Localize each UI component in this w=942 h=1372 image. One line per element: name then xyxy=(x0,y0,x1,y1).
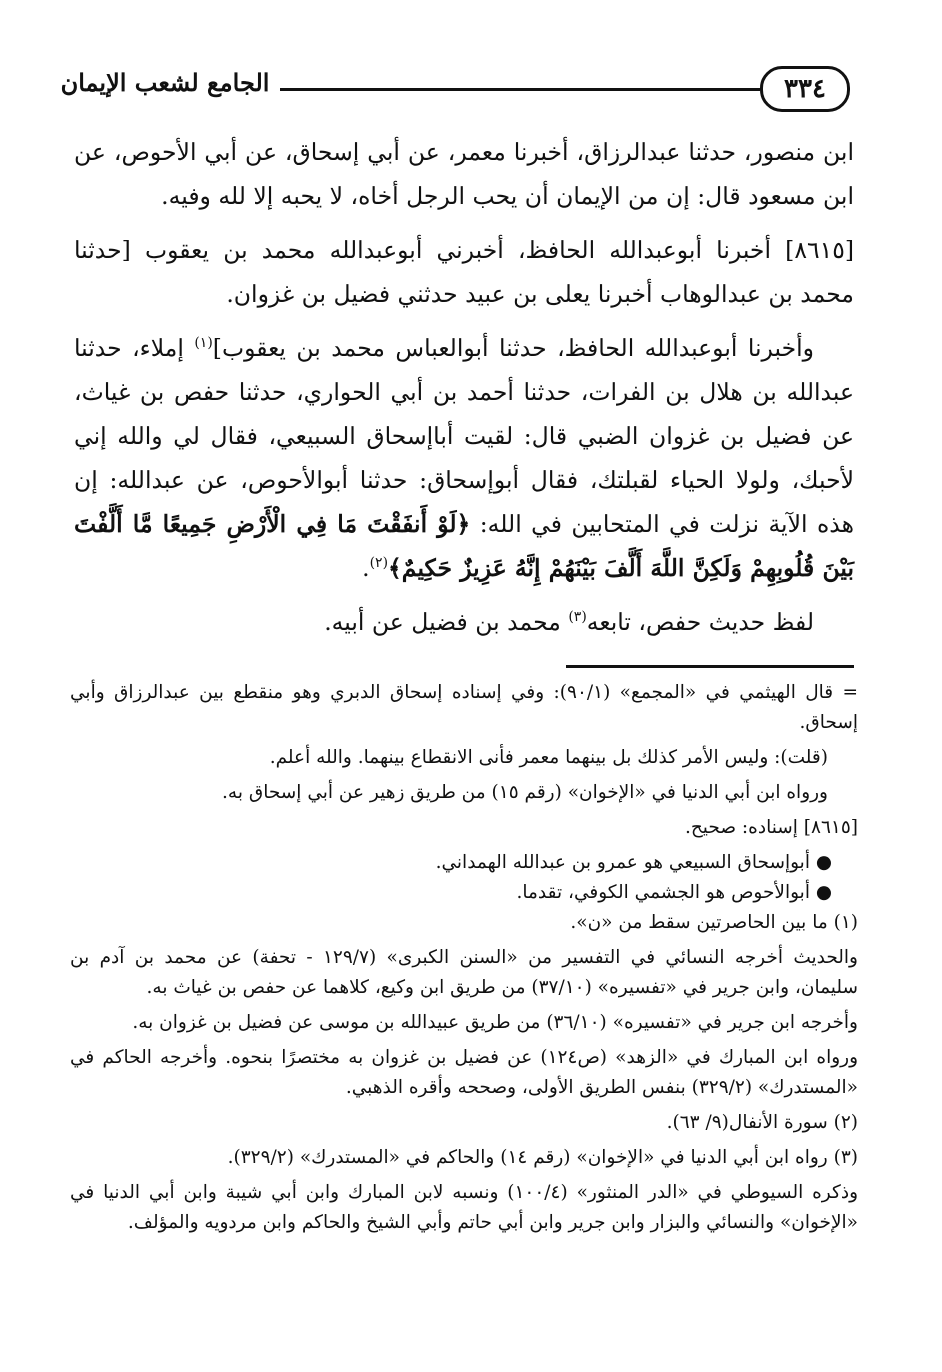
footnote-comment: (قلت): وليس الأمر كذلك بل بينهما معمر فأنى الانقطاع بينهما. والله أعلم. xyxy=(269,747,828,768)
footnotes xyxy=(70,678,858,1243)
hadith-wording-note xyxy=(74,600,854,644)
footnote-separator xyxy=(566,665,854,668)
footnote-ref-1: (١) xyxy=(194,335,213,352)
narrator-note-1: ● أبوإسحاق السبيعي هو عمرو بن عبدالله الهمداني. xyxy=(435,852,832,873)
page-number: ٣٣٤ xyxy=(760,66,850,112)
footnote-ref-2: (٢) xyxy=(369,555,389,572)
chain-text-continued: إملاء، حدثنا عبدالله بن هلال بن الفرات، حدثنا أحمد بن أبي الحواري، حدثنا حفص بن غياث، عن فضيل بن غزوان الضبي قال: لقيت أباإسحاق السبيعي، فقال لي والله إني لأحبك، ولولا الحياء لقبلتك، فقال أبوإسحاق: حدثنا أبوالأحوص، عن عبدالله: إن هذه الآية نزلت في المتحابين في الله: xyxy=(74,334,854,538)
footnote-1-takhrij-2: وأخرجه ابن جرير في «تفسيره» (٣٦/١٠) من طريق عبيدالله بن موسى عن فضيل بن غزوان به. xyxy=(132,1012,858,1033)
running-title: الجامع لشعب الإيمان xyxy=(60,68,270,97)
header-rule xyxy=(280,88,760,91)
footnote-continuation: = قال الهيثمي في «المجمع» (٩٠/١): وفي إسناده إسحاق الدبري وهو منقطع بين عبدالرزاق وأبي إسحاق. xyxy=(70,682,859,733)
chain-text: وأخبرنا أبوعبدالله الحافظ، حدثنا أبوالعباس محمد بن يعقوب] xyxy=(212,334,814,362)
footnote-3-takhrij: وذكره السيوطي في «الدر المنثور» (١٠٠/٤) ونسبه لابن المبارك وابن أبي شيبة وابن أبي الدنيا في «الإخوان» والنسائي والبزار وابن جرير وابن أبي حاتم وأبي الشيخ والحاكم وابن مردويه والمؤلف. xyxy=(70,1182,858,1233)
footnote-ref-3: (٣) xyxy=(568,609,587,626)
main-text xyxy=(74,130,854,654)
footnote-1: (١) ما بين الحاصرتين سقط من «ن». xyxy=(570,912,858,933)
hadith-8615: [٨٦١٥] أخبرنا أبوعبدالله الحافظ، أخبرني أبوعبدالله محمد بن يعقوب [حدثنا محمد بن عبدالوهاب أخبرنا يعلى بن عبيد حدثني فضيل بن غزوان. xyxy=(74,236,854,308)
footnote-1-takhrij-3: ورواه ابن المبارك في «الزهد» (ص١٢٤) عن فضيل بن غزوان به مختصرًا بنحوه. وأخرجه الحاكم في «المستدرك» (٣٢٩/٢) بنفس الطريق الأولى، وصححه وأقره الذهبي. xyxy=(70,1047,859,1098)
wording-text-continued: محمد بن فضيل عن أبيه. xyxy=(324,608,569,636)
isnad-grade: [٨٦١٥] إسناده: صحيح. xyxy=(684,817,858,838)
page-header xyxy=(60,54,850,124)
narrator-note-2: ● أبوالأحوص هو الجشمي الكوفي، تقدما. xyxy=(516,882,832,903)
footnote-source: ورواه ابن أبي الدنيا في «الإخوان» (رقم ١٥) من طريق زهير عن أبي إسحاق به. xyxy=(222,782,828,803)
wording-text: لفظ حديث حفص، تابعه xyxy=(586,608,814,636)
sentence-end: . xyxy=(362,554,370,582)
footnote-1-takhrij: والحديث أخرجه النسائي في التفسير من «السنن الكبرى» (١٢٩/٧ - تحفة) عن محمد بن آدم بن سليمان، وابن جرير في «تفسيره» (٣٧/١٠) من طريق ابن وكيع، كلاهما عن حفص بن غياث به. xyxy=(70,947,858,998)
hadith-second-chain xyxy=(74,326,854,590)
quran-verse: ﴿لَوْ أَنفَقْتَ مَا فِي الْأَرْضِ جَمِيعًا مَّا أَلَّفْتَ بَيْنَ قُلُوبِهِمْ وَلَكِنَّ اللَّهَ أَلَّفَ بَيْنَهُمْ إِنَّهُ عَزِيزٌ حَكِيمٌ﴾ xyxy=(74,510,854,582)
footnote-3: (٣) رواه ابن أبي الدنيا في «الإخوان» (رقم ١٤) والحاكم في «المستدرك» (٣٢٩/٢). xyxy=(227,1147,858,1168)
footnote-2: (٢) سورة الأنفال(٩/ ٦٣). xyxy=(666,1112,858,1133)
paragraph-continuation: ابن منصور، حدثنا عبدالرزاق، أخبرنا معمر، عن أبي إسحاق، عن أبي الأحوص، عن ابن مسعود قال: إن من الإيمان أن يحب الرجل أخاه، لا يحبه إلا لله وفيه. xyxy=(74,138,854,210)
